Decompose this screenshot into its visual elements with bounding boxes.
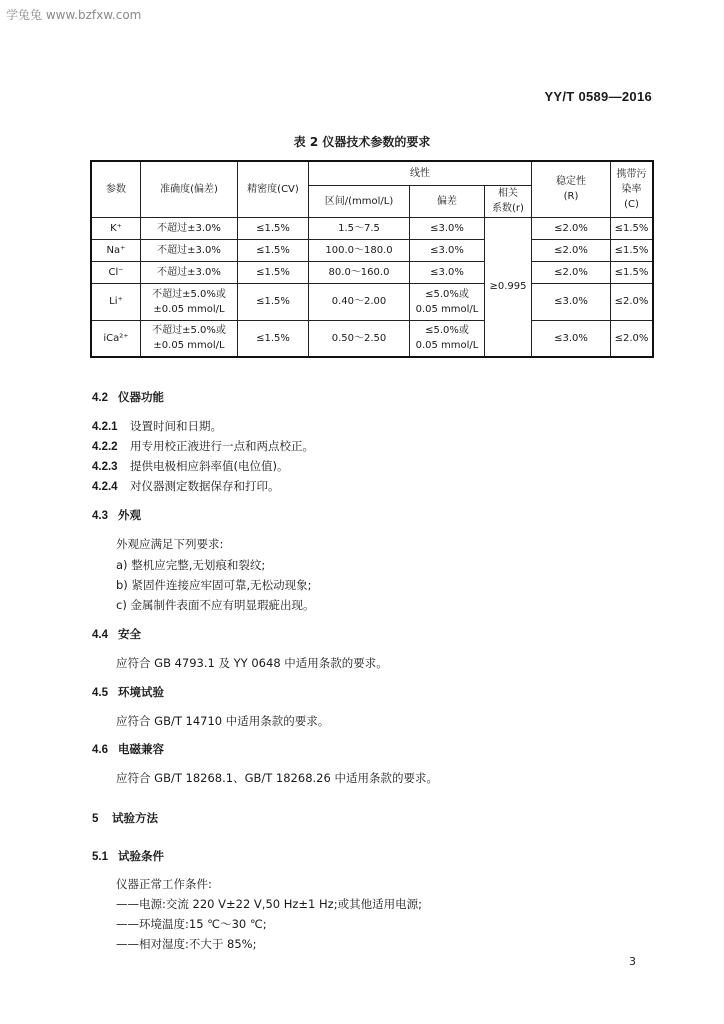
cell-accuracy-line1: 不超过±5.0%或 xyxy=(152,325,226,337)
appearance-item-a: a) 整机应完整,无划痕和裂纹; xyxy=(116,558,266,572)
cell-range: 0.50～2.50 xyxy=(309,320,410,357)
condition-temperature: ——环境温度:15 ℃～30 ℃; xyxy=(116,917,267,931)
spec-table xyxy=(90,160,654,358)
cell-range: 0.40～2.00 xyxy=(309,283,410,320)
header-correlation-line1: 相关 xyxy=(498,188,518,199)
cell-carryover: ≤2.0% xyxy=(611,320,654,357)
cell-range: 100.0～180.0 xyxy=(309,239,410,261)
cell-param: Li⁺ xyxy=(91,283,141,320)
section-5-heading xyxy=(92,810,158,826)
cell-param: Cl⁻ xyxy=(91,261,141,283)
section-4-2-heading xyxy=(92,389,164,405)
document-code: YY/T 0589—2016 xyxy=(544,89,652,104)
clause-text: 提供电极相应斜率值(电位值)。 xyxy=(130,459,289,473)
cell-accuracy: 不超过±3.0% xyxy=(141,261,238,283)
header-accuracy: 准确度(偏差) xyxy=(141,161,238,217)
cell-accuracy: 不超过±3.0% xyxy=(141,217,238,239)
section-number: 5 xyxy=(92,813,99,825)
table-title: 表 2 仪器技术参数的要求 xyxy=(293,135,431,149)
clause-number: 4.2.4 xyxy=(92,481,118,493)
header-stability-line2: (R) xyxy=(563,191,579,203)
section-4-3-heading xyxy=(92,507,141,523)
cell-stability: ≤2.0% xyxy=(532,239,611,261)
cell-deviation: ≤3.0% xyxy=(410,239,485,261)
header-carryover xyxy=(611,161,654,217)
table-row xyxy=(91,239,653,261)
condition-power: ——电源:交流 220 V±22 V,50 Hz±1 Hz;或其他适用电源; xyxy=(116,897,422,911)
clause-text: 用专用校正液进行一点和两点校正。 xyxy=(130,439,314,453)
header-precision: 精密度(CV) xyxy=(238,161,309,217)
cell-deviation-line1: ≤5.0%或 xyxy=(425,325,469,337)
header-stability xyxy=(532,161,611,217)
section-title: 仪器功能 xyxy=(118,390,164,404)
header-correlation xyxy=(485,185,532,217)
clause-text: 设置时间和日期。 xyxy=(130,419,222,433)
cell-accuracy xyxy=(141,283,238,320)
cell-range: 80.0～160.0 xyxy=(309,261,410,283)
cell-accuracy-line2: ±0.05 mmol/L xyxy=(153,340,225,352)
cell-param: K⁺ xyxy=(91,217,141,239)
cell-correlation: ≥0.995 xyxy=(485,217,532,357)
section-4-4-heading xyxy=(92,626,141,642)
clause-4-2-1 xyxy=(92,418,222,434)
cell-deviation: ≤3.0% xyxy=(410,261,485,283)
clause-number: 4.2.1 xyxy=(92,421,118,433)
cell-deviation xyxy=(410,320,485,357)
section-4-6-heading xyxy=(92,741,164,757)
table-row xyxy=(91,261,653,283)
cell-stability: ≤3.0% xyxy=(532,283,611,320)
section-title: 试验条件 xyxy=(118,849,164,863)
header-deviation: 偏差 xyxy=(410,185,485,217)
section-title: 安全 xyxy=(118,627,141,641)
cell-carryover: ≤1.5% xyxy=(611,261,654,283)
section-number: 5.1 xyxy=(92,851,108,863)
cell-deviation-line2: 0.05 mmol/L xyxy=(415,340,479,352)
environment-text: 应符合 GB/T 14710 中适用条款的要求。 xyxy=(116,714,330,728)
cell-deviation: ≤3.0% xyxy=(410,217,485,239)
section-title: 电磁兼容 xyxy=(118,742,164,756)
section-number: 4.5 xyxy=(92,687,108,699)
section-title: 试验方法 xyxy=(112,811,158,825)
header-carryover-line1: 携带污染率 xyxy=(616,168,647,195)
cell-range: 1.5～7.5 xyxy=(309,217,410,239)
condition-humidity: ——相对湿度:不大于 85%; xyxy=(116,937,257,951)
cell-param: Na⁺ xyxy=(91,239,141,261)
cell-stability: ≤2.0% xyxy=(532,261,611,283)
cell-accuracy xyxy=(141,320,238,357)
section-number: 4.2 xyxy=(92,392,108,404)
emc-text: 应符合 GB/T 18268.1、GB/T 18268.26 中适用条款的要求。 xyxy=(116,771,438,785)
header-correlation-line2: 系数(r) xyxy=(492,203,524,214)
cell-precision: ≤1.5% xyxy=(238,217,309,239)
cell-precision: ≤1.5% xyxy=(238,283,309,320)
clause-4-2-3 xyxy=(92,458,288,474)
section-5-1-heading xyxy=(92,848,164,864)
cell-deviation-line2: 0.05 mmol/L xyxy=(415,303,479,315)
header-stability-line1: 稳定性 xyxy=(556,176,586,188)
cell-deviation-line1: ≤5.0%或 xyxy=(425,288,469,300)
clause-4-2-2 xyxy=(92,438,314,454)
cell-stability: ≤3.0% xyxy=(532,320,611,357)
section-number: 4.4 xyxy=(92,629,108,641)
safety-text: 应符合 GB 4793.1 及 YY 0648 中适用条款的要求。 xyxy=(116,656,388,670)
cell-stability: ≤2.0% xyxy=(532,217,611,239)
page-number: 3 xyxy=(629,955,636,968)
cell-accuracy-line1: 不超过±5.0%或 xyxy=(152,288,226,300)
header-carryover-line2: (C) xyxy=(624,198,639,210)
cell-carryover: ≤1.5% xyxy=(611,239,654,261)
appearance-intro: 外观应满足下列要求: xyxy=(116,537,224,551)
cell-precision: ≤1.5% xyxy=(238,320,309,357)
appearance-item-b: b) 紧固件连接应牢固可靠,无松动现象; xyxy=(116,578,312,592)
cell-precision: ≤1.5% xyxy=(238,239,309,261)
cell-precision: ≤1.5% xyxy=(238,261,309,283)
header-linearity: 线性 xyxy=(309,161,532,185)
table-row xyxy=(91,320,653,357)
cell-accuracy: 不超过±3.0% xyxy=(141,239,238,261)
header-param: 参数 xyxy=(91,161,141,217)
appearance-item-c: c) 金属制件表面不应有明显瑕疵出现。 xyxy=(116,598,315,612)
section-title: 外观 xyxy=(118,508,141,522)
section-title: 环境试验 xyxy=(118,685,164,699)
cell-accuracy-line2: ±0.05 mmol/L xyxy=(153,303,225,315)
cell-carryover: ≤1.5% xyxy=(611,217,654,239)
section-number: 4.6 xyxy=(92,744,108,756)
section-4-5-heading xyxy=(92,684,164,700)
watermark: 学兔兔 www.bzfxw.com xyxy=(6,8,142,22)
cell-deviation xyxy=(410,283,485,320)
table-row xyxy=(91,283,653,320)
cell-carryover: ≤2.0% xyxy=(611,283,654,320)
clause-text: 对仪器测定数据保存和打印。 xyxy=(130,479,280,493)
cell-param: iCa²⁺ xyxy=(91,320,141,357)
section-number: 4.3 xyxy=(92,510,108,522)
table-row xyxy=(91,217,653,239)
clause-4-2-4 xyxy=(92,478,280,494)
header-range: 区间/(mmol/L) xyxy=(309,185,410,217)
clause-number: 4.2.3 xyxy=(92,461,118,473)
conditions-intro: 仪器正常工作条件: xyxy=(116,877,212,891)
clause-number: 4.2.2 xyxy=(92,441,118,453)
